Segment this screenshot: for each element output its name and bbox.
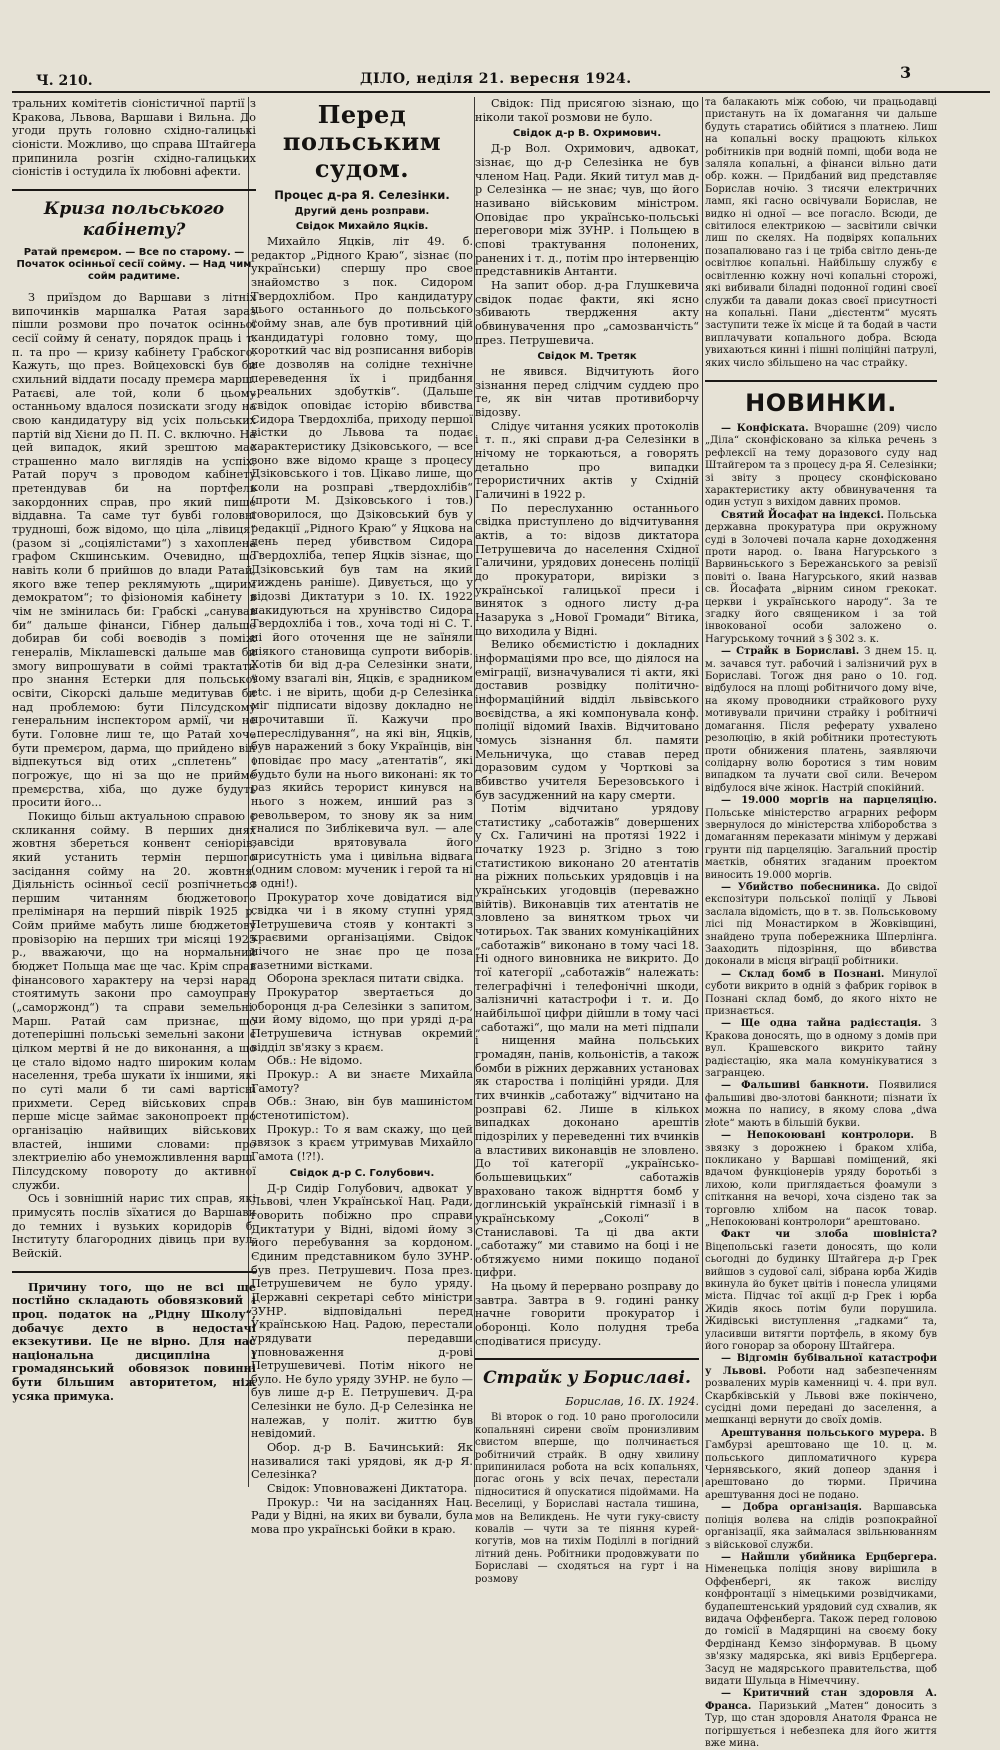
article-paragraph: Покищо більш актуальною справою є скликання сойму. В перших днях жовтня збереться конвент сеніорів, який устанить термін першого засідання сойму на 20. жовтня. Діяльність осінньої сесії розпічнеться першим читанням бюджетового прелімінаря на перший півріk 1925 р. Сойм прийме мабуть лише бюджетову провізорію на перших три місяці 1925 р., вважаючи, що на нормальний бюджет Польща має ще час. Крім справ фінансового характеру на черзі нарад стоятимуть закони про самоуправу („саморжонд“) та справи земельні. Марш. Ратай сам признає, що дотеперішні польські земельні закони є цілком мертві й не до виконання, а що це стало відомо надто широким колам населення, треба шукати їх іншими, які по суті мали б ти самі вартісні прихмети. Серед військових справ перше місце займає законопроект про організацію найвищих військових властей, іншими словами: про злектриелію або унеможливлення варш. Пілсудскому повороту до активної служби. bbox=[12, 809, 256, 1192]
column-4 bbox=[705, 97, 938, 1749]
witness-heading: Свідок д-р В. Охримович. bbox=[512, 128, 662, 140]
column-1 bbox=[12, 97, 256, 1492]
article-paragraph: Михайло Яцків, літ 49. б. редактор „Рідного Краю“, зізнає (по українськи) спершу про свое знайомство з пок. Сидором Твердохлібом. Про кандидатуру цього останнього до польського сойму знав, але був противний цій кандидатурі головно тому, що короткий час від розписання виборів не дозволяв на солідне технічне переведення їх і придбання „реальних здобутків“. (Дальше свідок оповідає історію вбивства Сидора Твердохліба, приходу першої вістки до Львова та подає характеристику Дзіковського, — все воно вже відомо краще з процесу Дзіковського і тов. Цікаво лише, що коли на розправі „твердохлібів“ (проти М. Дзіковського і тов.) говорилося, що Дзіковський був у редакції „Рідного Краю“ у Яцкова на день перед убивством Сидора Твердохліба, тепер Яцків зізнає, що Дзіковський був там на який тиждень раніше). Дивується, що у відозві Диктатури з 10. IX. 1922 накидуються на хрунівство Сидора Твердохліба і тов., хоча тоді ні С. Т. ні його оточення ще не заїняли ніякого становища супроти виборів. Хотів би від д-ра Селезінки знати, чому взагалі він, Яцків, є зрадником etc. і не вірить, щоби д-р Селезінка міг підписати відозву докладно не прочитавши її. Кажучи про „переслідування“, на які він, Яцків, був наражений з боку Українців, він оповідає про масу „атентатів“, які будьто були на нього виконані: як то раз якийсь терорист кинувся на нього з ножем, инший раз з револьвером, то знову як за ним гналися по Зиблікевича вул. — але завсіди врятовувала його присутність ума і цивільна відвага (одним словом: мученик і герой та ні з одні!). bbox=[251, 235, 473, 890]
news-item bbox=[705, 969, 937, 1019]
news-item bbox=[705, 1229, 937, 1353]
article-paragraph: Свідок: Уповноважені Диктатора. bbox=[267, 1482, 468, 1496]
article-paragraph: По переслуханню останнього свідка приступлено до відчитування актів, а то: відозв диктатора Петрушевича до населення Східної Галичини, урядових донесень поліції до прокуратори, вирізки з української галицької преси і виняток з одного листу д-ра Назарука з „Нової Громади“ Вітика, що виходила у Відні. bbox=[475, 501, 699, 638]
article-divider bbox=[12, 189, 256, 191]
article-paragraph: На запит обор. д-ра Глушкевича свідок подає факти, які ясно збивають твердження акту обвинувачення про „самозванчість“ през. Петрушевича. bbox=[475, 278, 699, 347]
news-item bbox=[705, 1080, 937, 1130]
news-item-heading: Святий Йосафат на індексі. bbox=[721, 509, 884, 521]
notice-text: Причину того, що не всі ще постійно складають обовязковий і проц. податок на „Рідну Школу“, добачує дехто в недостачі екзекутиви. Це не вірно. Для нас національна дисципліна і громадянський обовязок повинні бути більшим авторитетом, ніж усяка примука. bbox=[12, 1279, 256, 1403]
masthead: ДІЛО, неділя 21. вересня 1924. bbox=[360, 71, 632, 87]
news-item bbox=[705, 1502, 937, 1552]
news-item-text: Роботи над забезпеченням розвалених мурів каменниці ч. 4. при вул. Скарбківській у Львові вже покінчено, сусідні доми передані до заселення, а мешканці вернути до своїх домів. bbox=[705, 1365, 938, 1427]
article-paragraph: не явився. Відчитують його зізнання перед слідчим суддею про те, як він читав противиборчу відозву. bbox=[475, 365, 699, 420]
news-item-text: Появилися фальшиві дво-злотові банкноти; пізнати їх можна по напису, в якому слова „dwa złote“ мають в більшій букви. bbox=[705, 1080, 937, 1129]
news-item bbox=[705, 882, 937, 969]
news-item-text: В Гамбурзі арештовано ще 10. ц. м. польського дипломатичного курєра Чернявського, який допеор здання і арештовано до тюрми. Причина арештування досі не подано. bbox=[705, 1427, 937, 1501]
news-item bbox=[705, 646, 937, 795]
article-paragraph: Д-р Сидір Голубович, адвокат у Львові, член Української Нац. Ради, говорить побіжно про справи Диктатури у Відні, відомі йому з його перебування за кордоном. Єдиним представником було ЗУНР. був през. Петрушевич. Поза през. Петрушевичем не було уряду. Державні секретарі себто міністри ЗУНР. відповідальні перед Українською Нац. Радою, перестали урядувати передавши уповноваження д-рові Петрушевичеві. Потім нікого не було. Не було уряду ЗУНР. не було — був лише д-р Е. Петрушевич. Д-ра Селезінки не було. Д-р Селезінка не належав, у політ. життю був невідомий. bbox=[251, 1181, 473, 1441]
news-item-heading: Арештування польського мурера. bbox=[721, 1427, 925, 1439]
news-item bbox=[705, 510, 937, 646]
news-item-text: Польська державна прокуратура при окружному суді в Золочеві почала карне доходження проти народ. о. Івана Нагурського з Варвиньського з Бережанського за ревізії повіті о. Івана Нагурського, який назвав св. Йосафата „вірним сином грекокат. церкви і українського народу“. За те згадку його священиком і за той інвокованої особи заложено о. Нагурському точний з § 302 з. к. bbox=[705, 509, 937, 645]
article-paragraph: Ось і зовнішній нарис тих справ, які примусять послів зїхатися до Варшави до темних і вузьких коридорів б. Інституту благородних дівиць при вул. Вейскій. bbox=[12, 1192, 256, 1260]
article-deck: Ратай премєром. — Все по старому. — Початок осінньої сесії сойму. — Над чим сойм радитиме. bbox=[16, 246, 252, 282]
news-item-text: Польське міністерство аграрних реформ звернулося до міністерства хліборобства з домаганням переказати мінімум у державі грунти під парцеляцію. Загальний простір маєтків, обнятих згаданим проектом виносить 19.000 моргів. bbox=[705, 807, 937, 881]
witness-heading: Свідок д-р С. Голубович. bbox=[289, 1167, 435, 1179]
news-item bbox=[705, 1428, 937, 1502]
news-item-text: З днем 15. ц. м. зачався тут. рабочий і залізничий рух в Бориславі. Тогож дня рано о 10. год. відбулося на площі робітничого дому віче, на якому проводники страйкового руху мотивували причини страйку і робітничі домагання. Після реферату ухвалено резолюцію, в якій робітники протестують проти обнижения платень, заявляючи солідарну волю боротися з тим новим випадком та лучати свої сили. Вечером відбулося віче жінок. Настрій спокійний. bbox=[705, 646, 937, 794]
news-item-heading: — Склад бомб в Познані. bbox=[721, 968, 885, 980]
page-header bbox=[0, 0, 1000, 94]
dialogue-line: Обв.: Знаю, він був машиністом (стенотипістом). bbox=[251, 1095, 473, 1122]
notice-box bbox=[12, 1281, 256, 1404]
article-paragraph: Прокуратор хоче довідатися від свідка чи і в якому ступні уряд Петрушевича стояв у контакті з краєвими організаціями. Свідок нічого не знає про це поза газетними вістками. bbox=[251, 890, 473, 972]
news-item-text: Варшавська поліція волєва на слідів розпокрайної організації, яка займалася звільнюванням з військової служби. bbox=[705, 1502, 937, 1551]
article-title: Криза польського кабінету? bbox=[43, 198, 225, 240]
article-paragraph: Велико обємистістю і докладних інформаціями про все, що діялося на еміграції, визначувалися ті акти, які доставив розвідку політично-інформаційний відділ львівського воєвідства, а які компонувала конф. поліції відомий Івахів. Відчитовано чомусь зізнання бл. памяти Мельничука, що ставав перед доразовим судом у Чорткові за вбивство учителя Березовського і був засудженний на кару смерти. bbox=[475, 638, 699, 802]
section-heading: Другий день розправи. bbox=[294, 206, 430, 217]
news-item bbox=[705, 423, 937, 510]
news-item-text: В звязку з дорожнею і браком хліба, покликано у Варшаві поміщений, які вдачом функціонерів уряду боротьбі з лихою, коли приглядається фоамули з спіткання на вечорі, хоча сіздено так за торговлю хлібом на пасок товар. „Непокоювані контролори“ арештовано. bbox=[705, 1130, 937, 1228]
news-item-text: З Кракова доносять, що в одному з домів при вул. Крашевского викрито тайну радієстацію, яка мала комунікуватися з загранцею. bbox=[705, 1018, 937, 1080]
news-item-heading: — Фальшиві банкноти. bbox=[721, 1080, 869, 1092]
article-paragraph: Свідок: Під присягою зізнаю, що ніколи такої розмови не було. bbox=[475, 97, 699, 124]
dialogue-line: Обв.: Не відомо. bbox=[267, 1054, 363, 1068]
news-item-text: Вчорашнє (209) число „Діла“ сконфісковано за кілька речень з рефлексії на тему доразового суду над Штайгером та з процесу д-ра Я. Селезінки; зі звіту з процесу сконфісковано характеристику акту обвинувачення та один уступ з вихідом давних промов. bbox=[705, 422, 937, 509]
news-item-heading: — Найшли убийника Ерцбергера. bbox=[721, 1551, 937, 1563]
issue-number: Ч. 210. bbox=[36, 73, 93, 89]
news-item-heading: — Добра організація. bbox=[721, 1502, 862, 1514]
news-item bbox=[705, 1130, 937, 1229]
article-paragraph: Оборона зреклася питати свідка. bbox=[267, 972, 464, 986]
column-2 bbox=[251, 97, 473, 1537]
header-rule bbox=[12, 91, 990, 93]
witness-heading: Свідок Михайло Яцків. bbox=[295, 221, 429, 232]
column-3 bbox=[475, 97, 699, 1585]
news-item bbox=[705, 1552, 937, 1688]
dialogue-line: Прокур.: А ви знаєте Михайла Гамоту? bbox=[251, 1068, 473, 1095]
article-paragraph: Ві второк о год. 10 рано проголосили копальняні сирени своїм пронизливим свистом вперше, що полчинається робітничий страйк. В одну хвилину припинилася робота на всіх копальнях, погас огонь у всіх печах, перестали підноситися й опускатися підоймами. На Веселиці, у Бориславі настала тишина, мов на Великдень. Не чути гуку-свисту ковалів — чути за те піяння курей-когутів, мов на тихім Поділлі в погідний літний день. Робітники продовжувати по Бориславі — сходяться на гурт і на розмову bbox=[475, 1412, 699, 1585]
news-item-text: Німенецька поліція знову вирішила в Оффенбергі, як також висліду конфронтації з німецькими розвідчиками, будапештенський урядовий суд схвалив, як видача Оффенберга. Також перед головою до гомісії в Мадярщині на своєму боку Фердінанд Кемзо зінформував. В цьому зв'язку мадярська, які вивіз Ерцбергера. Засуд не мадярського правительства, щоб видати Шульца в Німеччину. bbox=[705, 1564, 937, 1687]
news-section-title: НОВИНКИ. bbox=[745, 388, 897, 417]
news-list bbox=[705, 423, 937, 1750]
news-item-heading: — Непокоювані контролори. bbox=[721, 1130, 915, 1142]
news-item bbox=[705, 1018, 937, 1080]
news-item-text: Паризький „Матен“ доносить з Тур, що стан здоровля Анатоля Франса не погіршується і небезпека для його життя вже мина. bbox=[705, 1700, 937, 1749]
news-item-heading: — Критичний стан здоровля А. Франса. bbox=[705, 1688, 937, 1712]
news-item bbox=[705, 1353, 937, 1427]
news-item bbox=[705, 1688, 937, 1750]
witness-heading: Свідок М. Третяк bbox=[537, 351, 637, 363]
article-paragraph: Слідує читання усяких протоколів і т. п., які справи д-ра Селезінки в нічому не торкаються, а говорять детально про випадки терористичних актів у Східній Галичині в 1922 р. bbox=[475, 419, 699, 502]
news-item-text: До свідої експозітури польської поліції у Львові заслала відомість, що в т. зв. Польськовому лісі під Монастирком в Жовківщині, знайдено трупа побережника Шперлінга. Зааходить підозріння, що вбивства доконали в місця віґрації робітники. bbox=[705, 881, 937, 968]
dateline: Борислав, 16. IX. 1924. bbox=[565, 1395, 699, 1409]
news-item bbox=[705, 795, 937, 882]
article-paragraph: Прокуратор звертається до оборонця д-ра Селезінки з запитом, чи йому відомо, що при уряді д-ра Петрушевича істнував окремий відділ зв'язку з краєм. bbox=[251, 986, 473, 1054]
news-item-heading: — Страйк в Бориславі. bbox=[721, 646, 860, 658]
news-item-heading: Факт чи злоба шовініста? bbox=[721, 1229, 937, 1241]
article-continuation: та балакають між собою, чи працьодавці пристануть на їх домагання чи дальше будуть старатись обійтися з платнею. Лиш на копальні воску працюють кількох робітників при водній помпі, щоби вода не заляла копальні, а фінанси вільно дати обр. кожн. — Придбаний вид представляє Борислав ночію. З тисячи електричних ламп, які гасно освічували Борислав, не видко ні одної — все погасло. Всюди, де світилося електрикою — засвітили свічки лиш по скелях. На подвірях копальних позапалювано газ і це тріба світло день-де освітлює копальні. Найбільшу службу є освітленню кожну ночі копальні сторожі, які вибивали біладні подонної годині своєї служби та давали доказ своєї присутності на копальні. Пани „дієстентм“ мусять заступити теже їх місце й та бодай в части виплачувати копального добра. Всюда увихаються кинні і пішні поліційні патрулі, яких число збільшено на час страйку. bbox=[705, 97, 937, 369]
news-item-heading: — Ще одна тайна радієстація. bbox=[721, 1018, 922, 1030]
article-divider bbox=[12, 1271, 256, 1273]
article-paragraph: Обор. д-р В. Бачинський: Як називалися такі урядові, як д-р Я. Селезінка? bbox=[251, 1441, 473, 1482]
news-item-text: Віцепольські газети доносять, що коли сьогодні до будинку Штайгера д-р Грек вийшов з судової салі, зібрана юрба Жидів вкинула йо букет цвітів і понесла улицями міста. Підчас тої акції д-р Грек і юрба Жидів якось потім були порушила. Жидівські виступлення „гадками“ та, уласивши витягти портфель, в якому був його гонорар за оборону Штайгера. bbox=[705, 1241, 937, 1352]
news-item-heading: — Відгомін бубівальної катастрофи у Львові. bbox=[705, 1353, 937, 1377]
article-continuation: тральних комітетів сіоністичної партії з Кракова, Львова, Варшави і Вильна. До угоди пруть головно східно-галицькі сіоністи. Можливо, що справа Штайгера припинила розгін східно-галицьких сіоністів і остудила їх любовні афекти. bbox=[12, 97, 256, 179]
dialogue-line: Прокур.: То я вам скажу, що цей звязок з краєм утримував Михайло Гамота (!?!). bbox=[251, 1122, 473, 1163]
news-item-heading: — 19.000 моргів на парцеляцію. bbox=[721, 795, 937, 807]
news-item-heading: — Убийство побесниника. bbox=[721, 881, 880, 893]
article-divider bbox=[475, 1358, 699, 1360]
article-title: Перед польським судом. bbox=[282, 100, 442, 183]
article-paragraph: Прокур.: Чи на засіданнях Нац. Ради у Відні, на яких ви бували, була мова про українські бойки в краю. bbox=[251, 1495, 473, 1537]
article-paragraph: На цьому й перервано розправу до завтра. Завтра в 9. годині ранку начне говорити прокуратор і оборонці. Коло полудня треба сподіватися присуду. bbox=[475, 1280, 699, 1348]
news-item-text: Минулої суботи викрито в одній з фабрик горівок в Познані склад бомб, до якого ніхто не признається. bbox=[705, 968, 937, 1018]
article-divider bbox=[705, 380, 937, 382]
column-divider bbox=[702, 97, 703, 1487]
article-subtitle: Процес д-ра Я. Селезінки. bbox=[274, 188, 450, 202]
article-paragraph: Д-р Вол. Охримович, адвокат, зізнає, що д-р Селезінка не був членом Нац. Ради. Який титул мав д-р Селезінка — не знає; чув, що його називано військовим міністром. Оповідає про українсько-польські переговори між ЗУНР. і Польщею в спові трактування полонених, ранених і т. д., потім про інтервенцію представників Антанти. bbox=[475, 142, 699, 279]
article-paragraph: Потім відчитано урядову статистику „саботажів“ довершених у Сх. Галичині на протязі 1922 і початку 1923 р. Згідно з тою статистикою виконано 20 атентатів на ріжних польських урядовців і на українських угодовців (переважно війтів). Виконавців тих атентатів не зловлено за винятком трьох чи чотирьох. Так званих комунікаційних „саботажів“ виконано в тому часі 18. Ні одного виновника не викрито. До тої категорії „саботажів“ належать: телеграфічні і телефонічні шкоди, залізничні катастрофи і т. и. До найбільшої цифри дійшли в тому часі „саботажі“, що мали на меті підпали і нищення майна польських громадян, панів, кольоністів, а також бомби в ріжних державних установах як староства і поліційні уряди. Для тих вчинків „саботажу“ відчитано на розправі 62. Лише в кількох випадках доконано арештів підозрілих у переведенні тих вчинків а властивих виконавців не зловлено. До тої категорії „українсько-большевицьких“ саботажів враховано також віднрття бомб у доглинській українській гімназії і в українському „Соколі“ в Станиславові. Та ці два акти „саботажу“ ми ставимо на боці і не обтяжуємо ними покищо поданої цифри. bbox=[475, 802, 699, 1280]
news-item-heading: — Конфіската. bbox=[721, 422, 809, 434]
article-paragraph: З приїздом до Варшави з літніх випочинків маршалка Ратая зараз пішли розмови про початок осінньої сесії сойму й сенату, порядок праць і т. п. та про — кризу кабінету Грабского. Кажуть, що през. Войцеховскі був би схильний віддати посаду премєра марш. Ратаєві, але той, коли б цьому останньому вдалося позискати згоду на свою кандидатуру від усіх польських партій від Хієни до П. П. С. включно. На цей випадок, який зрештою має страшенно мало виглядів на успіх, Ратай поруч з проводом кабінету претендував би на портфель закордонних справ, про який пише віддавна. Та саме тут бувбі головні трудноші, бож відомо, що ціла „лівиця“ (разом зі „соціялістами“) з хахоплена графом Скшинським. Очевидно, що навіть коли б прийшов до влади Ратай, якого вже тепер реклямують „щирим демократом“; то фізіономія кабінету в чім не змінилась би: Грабскі „санував би“ дальше фінанси, Гібнер дальше добирав би собі воєводів з поміж генералів, Міклашевскі дальше мав би змогу випрошувати в соймі трактати про знання Естерки для польської освіти, Сікорскі дальше медитував би над проблемою: бути Пілсудскому генеральним інспектором армії, чи не бути. Головне лиш те, що Ратай хоче бути премєром, дарма, що прийдено він відпекуться від отих „сплетень“ і погрожує, що ні за що не прийме премєрства, хіба, що дуже будуть просити його... bbox=[12, 290, 256, 810]
page-number: 3 bbox=[900, 63, 912, 82]
article-title: Страйк у Бориславі. bbox=[483, 1368, 691, 1389]
